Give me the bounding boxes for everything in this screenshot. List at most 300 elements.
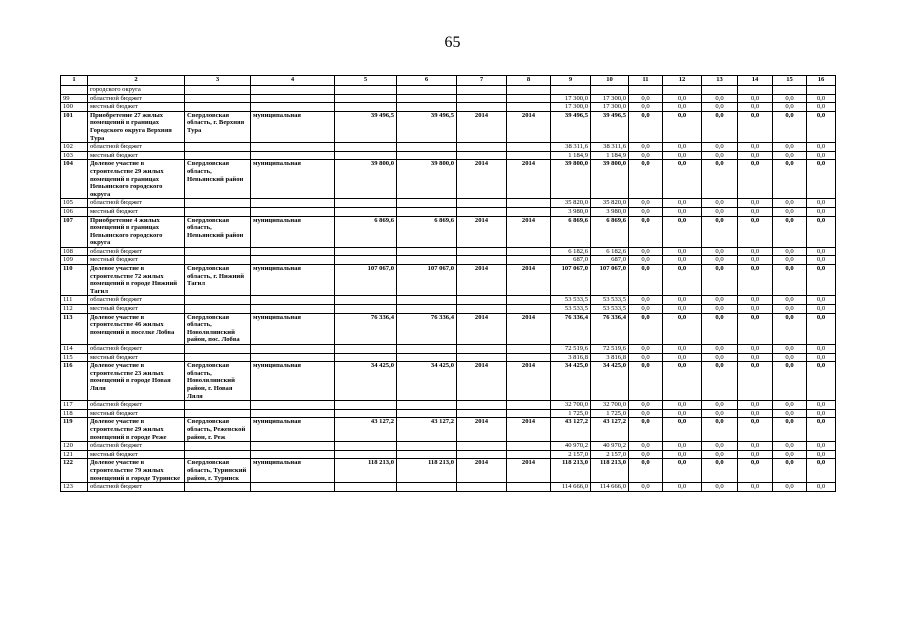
- end-year-cell: [507, 296, 551, 305]
- item-name-cell: областной бюджет: [88, 247, 185, 256]
- location-cell: [185, 296, 251, 305]
- start-year-cell: 2014: [457, 362, 507, 401]
- value-col-11-cell: 0,0: [629, 256, 663, 265]
- table-body: [61, 86, 836, 492]
- value-col-10-cell: 3 980,0: [591, 207, 629, 216]
- item-name-cell: местный бюджет: [88, 305, 185, 314]
- location-cell: Свердловская область, Режевской район, г. Реж: [185, 418, 251, 442]
- ownership-cell: [251, 256, 335, 265]
- value-col-14-cell: 0,0: [738, 459, 773, 483]
- value-col-15-cell: 0,0: [773, 418, 807, 442]
- value-col-14-cell: 0,0: [738, 256, 773, 265]
- estimated-cost-cell: 118 213,0: [335, 459, 397, 483]
- value-col-14-cell: 0,0: [738, 401, 773, 410]
- table-row: [61, 94, 836, 103]
- value-col-15-cell: [773, 86, 807, 95]
- start-year-cell: [457, 256, 507, 265]
- table-row: [61, 442, 836, 451]
- item-name-cell: местный бюджет: [88, 409, 185, 418]
- ownership-cell: муниципальная: [251, 313, 335, 344]
- value-col-13-cell: 0,0: [702, 353, 738, 362]
- value-col-16-cell: 0,0: [807, 143, 836, 152]
- value-col-14-cell: 0,0: [738, 313, 773, 344]
- value-col-15-cell: 0,0: [773, 483, 807, 492]
- item-name-cell: областной бюджет: [88, 143, 185, 152]
- value-col-9-cell: 76 336,4: [551, 313, 591, 344]
- value-col-14-cell: 0,0: [738, 151, 773, 160]
- column-header: 1: [61, 76, 88, 86]
- column-header: 16: [807, 76, 836, 86]
- value-col-16-cell: 0,0: [807, 256, 836, 265]
- value-col-10-cell: 53 533,5: [591, 296, 629, 305]
- value-col-11-cell: 0,0: [629, 483, 663, 492]
- value-col-9-cell: 6 182,6: [551, 247, 591, 256]
- total-financing-cell: 118 213,0: [397, 459, 457, 483]
- end-year-cell: 2014: [507, 362, 551, 401]
- value-col-16-cell: 0,0: [807, 313, 836, 344]
- end-year-cell: [507, 442, 551, 451]
- value-col-14-cell: 0,0: [738, 160, 773, 199]
- ownership-cell: [251, 353, 335, 362]
- row-number-cell: 110: [61, 265, 88, 296]
- value-col-9-cell: 72 519,6: [551, 345, 591, 354]
- value-col-14-cell: [738, 86, 773, 95]
- total-financing-cell: [397, 256, 457, 265]
- value-col-13-cell: 0,0: [702, 265, 738, 296]
- start-year-cell: [457, 409, 507, 418]
- value-col-12-cell: 0,0: [663, 160, 702, 199]
- location-cell: [185, 450, 251, 459]
- value-col-12-cell: 0,0: [663, 296, 702, 305]
- estimated-cost-cell: [335, 305, 397, 314]
- value-col-9-cell: 38 311,6: [551, 143, 591, 152]
- end-year-cell: [507, 86, 551, 95]
- column-header: 7: [457, 76, 507, 86]
- value-col-10-cell: 40 970,2: [591, 442, 629, 451]
- value-col-11-cell: 0,0: [629, 401, 663, 410]
- total-financing-cell: 39 496,5: [397, 111, 457, 142]
- ownership-cell: [251, 207, 335, 216]
- value-col-15-cell: 0,0: [773, 265, 807, 296]
- value-col-12-cell: 0,0: [663, 265, 702, 296]
- end-year-cell: [507, 353, 551, 362]
- start-year-cell: 2014: [457, 418, 507, 442]
- row-number-cell: 111: [61, 296, 88, 305]
- value-col-13-cell: 0,0: [702, 143, 738, 152]
- value-col-10-cell: 2 157,0: [591, 450, 629, 459]
- value-col-16-cell: 0,0: [807, 265, 836, 296]
- value-col-12-cell: 0,0: [663, 199, 702, 208]
- value-col-14-cell: 0,0: [738, 362, 773, 401]
- column-header: 15: [773, 76, 807, 86]
- item-name-cell: местный бюджет: [88, 151, 185, 160]
- value-col-13-cell: 0,0: [702, 256, 738, 265]
- value-col-11-cell: 0,0: [629, 362, 663, 401]
- value-col-16-cell: 0,0: [807, 345, 836, 354]
- value-col-13-cell: [702, 86, 738, 95]
- value-col-13-cell: 0,0: [702, 450, 738, 459]
- location-cell: [185, 409, 251, 418]
- row-number-cell: 113: [61, 313, 88, 344]
- total-financing-cell: 107 067,0: [397, 265, 457, 296]
- ownership-cell: муниципальная: [251, 265, 335, 296]
- start-year-cell: [457, 296, 507, 305]
- value-col-13-cell: 0,0: [702, 362, 738, 401]
- estimated-cost-cell: 39 800,0: [335, 160, 397, 199]
- value-col-16-cell: 0,0: [807, 401, 836, 410]
- value-col-15-cell: 0,0: [773, 216, 807, 247]
- value-col-14-cell: 0,0: [738, 247, 773, 256]
- total-financing-cell: [397, 483, 457, 492]
- value-col-16-cell: 0,0: [807, 94, 836, 103]
- value-col-12-cell: 0,0: [663, 151, 702, 160]
- value-col-14-cell: 0,0: [738, 418, 773, 442]
- value-col-10-cell: 76 336,4: [591, 313, 629, 344]
- value-col-15-cell: 0,0: [773, 256, 807, 265]
- value-col-16-cell: 0,0: [807, 160, 836, 199]
- row-number-cell: 120: [61, 442, 88, 451]
- start-year-cell: [457, 199, 507, 208]
- location-cell: Свердловская область, Новолялинский район, г. Новая Ляля: [185, 362, 251, 401]
- table-row: [61, 305, 836, 314]
- location-cell: Свердловская область, г. Верхняя Тура: [185, 111, 251, 142]
- value-col-14-cell: 0,0: [738, 216, 773, 247]
- value-col-11-cell: 0,0: [629, 151, 663, 160]
- value-col-16-cell: [807, 86, 836, 95]
- table-row: [61, 353, 836, 362]
- value-col-11-cell: 0,0: [629, 265, 663, 296]
- end-year-cell: 2014: [507, 313, 551, 344]
- table-row: [61, 296, 836, 305]
- end-year-cell: [507, 305, 551, 314]
- end-year-cell: [507, 483, 551, 492]
- value-col-12-cell: 0,0: [663, 345, 702, 354]
- location-cell: [185, 94, 251, 103]
- location-cell: [185, 442, 251, 451]
- row-number-cell: 121: [61, 450, 88, 459]
- table-row: [61, 345, 836, 354]
- start-year-cell: [457, 86, 507, 95]
- value-col-14-cell: 0,0: [738, 94, 773, 103]
- value-col-9-cell: 53 533,5: [551, 296, 591, 305]
- ownership-cell: [251, 450, 335, 459]
- estimated-cost-cell: [335, 143, 397, 152]
- value-col-10-cell: 6 869,6: [591, 216, 629, 247]
- value-col-9-cell: 53 533,5: [551, 305, 591, 314]
- value-col-12-cell: [663, 86, 702, 95]
- header-row: [61, 76, 836, 86]
- item-name-cell: областной бюджет: [88, 296, 185, 305]
- location-cell: [185, 345, 251, 354]
- column-header: 9: [551, 76, 591, 86]
- estimated-cost-cell: [335, 450, 397, 459]
- ownership-cell: муниципальная: [251, 111, 335, 142]
- value-col-9-cell: 118 213,0: [551, 459, 591, 483]
- value-col-9-cell: 40 970,2: [551, 442, 591, 451]
- value-col-9-cell: 43 127,2: [551, 418, 591, 442]
- end-year-cell: [507, 199, 551, 208]
- end-year-cell: [507, 247, 551, 256]
- table-row: [61, 313, 836, 344]
- value-col-9-cell: 114 666,0: [551, 483, 591, 492]
- ownership-cell: [251, 296, 335, 305]
- row-number-cell: [61, 86, 88, 95]
- total-financing-cell: [397, 409, 457, 418]
- value-col-16-cell: 0,0: [807, 459, 836, 483]
- row-number-cell: 112: [61, 305, 88, 314]
- value-col-13-cell: 0,0: [702, 199, 738, 208]
- location-cell: [185, 256, 251, 265]
- value-col-12-cell: 0,0: [663, 418, 702, 442]
- value-col-10-cell: 107 067,0: [591, 265, 629, 296]
- table-row: [61, 459, 836, 483]
- estimated-cost-cell: [335, 483, 397, 492]
- ownership-cell: муниципальная: [251, 160, 335, 199]
- location-cell: Свердловская область, Новолялинский район, пос. Лобва: [185, 313, 251, 344]
- value-col-12-cell: 0,0: [663, 483, 702, 492]
- table-row: [61, 450, 836, 459]
- value-col-16-cell: 0,0: [807, 216, 836, 247]
- end-year-cell: [507, 143, 551, 152]
- value-col-9-cell: 107 067,0: [551, 265, 591, 296]
- start-year-cell: [457, 401, 507, 410]
- value-col-12-cell: 0,0: [663, 111, 702, 142]
- ownership-cell: муниципальная: [251, 418, 335, 442]
- start-year-cell: [457, 450, 507, 459]
- end-year-cell: [507, 94, 551, 103]
- value-col-12-cell: 0,0: [663, 94, 702, 103]
- value-col-9-cell: 35 820,0: [551, 199, 591, 208]
- value-col-15-cell: 0,0: [773, 450, 807, 459]
- ownership-cell: [251, 199, 335, 208]
- location-cell: [185, 247, 251, 256]
- item-name-cell: Долевое участие в строительстве 72 жилых помещений в городе Нижний Тагил: [88, 265, 185, 296]
- value-col-14-cell: 0,0: [738, 207, 773, 216]
- value-col-11-cell: 0,0: [629, 418, 663, 442]
- value-col-16-cell: 0,0: [807, 450, 836, 459]
- estimated-cost-cell: [335, 353, 397, 362]
- value-col-13-cell: 0,0: [702, 296, 738, 305]
- ownership-cell: [251, 442, 335, 451]
- estimated-cost-cell: [335, 409, 397, 418]
- value-col-13-cell: 0,0: [702, 483, 738, 492]
- row-number-cell: 102: [61, 143, 88, 152]
- row-number-cell: 109: [61, 256, 88, 265]
- location-cell: [185, 207, 251, 216]
- ownership-cell: [251, 86, 335, 95]
- table-row: [61, 151, 836, 160]
- end-year-cell: [507, 151, 551, 160]
- estimated-cost-cell: [335, 94, 397, 103]
- value-col-13-cell: 0,0: [702, 216, 738, 247]
- end-year-cell: [507, 401, 551, 410]
- value-col-9-cell: 6 869,6: [551, 216, 591, 247]
- value-col-15-cell: 0,0: [773, 247, 807, 256]
- value-col-16-cell: 0,0: [807, 296, 836, 305]
- start-year-cell: [457, 207, 507, 216]
- row-number-cell: 99: [61, 94, 88, 103]
- value-col-15-cell: 0,0: [773, 442, 807, 451]
- estimated-cost-cell: [335, 207, 397, 216]
- estimated-cost-cell: 6 869,6: [335, 216, 397, 247]
- table-row: [61, 265, 836, 296]
- value-col-16-cell: 0,0: [807, 111, 836, 142]
- value-col-11-cell: 0,0: [629, 305, 663, 314]
- item-name-cell: Приобретение 27 жилых помещений в границах Городского округа Верхняя Тура: [88, 111, 185, 142]
- value-col-14-cell: 0,0: [738, 296, 773, 305]
- value-col-14-cell: 0,0: [738, 353, 773, 362]
- value-col-15-cell: 0,0: [773, 362, 807, 401]
- ownership-cell: муниципальная: [251, 362, 335, 401]
- value-col-10-cell: 1 725,0: [591, 409, 629, 418]
- total-financing-cell: [397, 296, 457, 305]
- value-col-9-cell: 2 157,0: [551, 450, 591, 459]
- page-number: 65: [444, 34, 461, 51]
- ownership-cell: [251, 401, 335, 410]
- value-col-15-cell: 0,0: [773, 345, 807, 354]
- value-col-9-cell: 3 816,8: [551, 353, 591, 362]
- value-col-9-cell: [551, 86, 591, 95]
- value-col-11-cell: 0,0: [629, 160, 663, 199]
- estimated-cost-cell: [335, 86, 397, 95]
- value-col-16-cell: 0,0: [807, 247, 836, 256]
- column-header: 3: [185, 76, 251, 86]
- value-col-15-cell: 0,0: [773, 409, 807, 418]
- item-name-cell: Долевое участие в строительстве 79 жилых помещений в городе Туринске: [88, 459, 185, 483]
- value-col-16-cell: 0,0: [807, 305, 836, 314]
- item-name-cell: Приобретение 4 жилых помещений в границах Невьянского городского округа: [88, 216, 185, 247]
- item-name-cell: областной бюджет: [88, 199, 185, 208]
- value-col-13-cell: 0,0: [702, 151, 738, 160]
- value-col-12-cell: 0,0: [663, 305, 702, 314]
- value-col-10-cell: 17 300,0: [591, 94, 629, 103]
- total-financing-cell: [397, 207, 457, 216]
- row-number-cell: 105: [61, 199, 88, 208]
- end-year-cell: 2014: [507, 111, 551, 142]
- column-header: 13: [702, 76, 738, 86]
- start-year-cell: 2014: [457, 216, 507, 247]
- estimated-cost-cell: [335, 103, 397, 112]
- table-row: [61, 401, 836, 410]
- value-col-13-cell: 0,0: [702, 459, 738, 483]
- location-cell: [185, 199, 251, 208]
- total-financing-cell: 39 800,0: [397, 160, 457, 199]
- value-col-11-cell: 0,0: [629, 207, 663, 216]
- table-row: [61, 207, 836, 216]
- value-col-10-cell: 35 820,0: [591, 199, 629, 208]
- value-col-11-cell: 0,0: [629, 345, 663, 354]
- total-financing-cell: [397, 199, 457, 208]
- value-col-10-cell: 118 213,0: [591, 459, 629, 483]
- table-row: [61, 160, 836, 199]
- total-financing-cell: [397, 151, 457, 160]
- total-financing-cell: [397, 94, 457, 103]
- row-number-cell: 101: [61, 111, 88, 142]
- value-col-15-cell: 0,0: [773, 305, 807, 314]
- value-col-15-cell: 0,0: [773, 151, 807, 160]
- table-row: [61, 247, 836, 256]
- value-col-11-cell: 0,0: [629, 442, 663, 451]
- value-col-16-cell: 0,0: [807, 409, 836, 418]
- value-col-13-cell: 0,0: [702, 418, 738, 442]
- value-col-12-cell: 0,0: [663, 247, 702, 256]
- total-financing-cell: [397, 143, 457, 152]
- value-col-9-cell: 39 496,5: [551, 111, 591, 142]
- location-cell: [185, 353, 251, 362]
- estimated-cost-cell: 39 496,5: [335, 111, 397, 142]
- table-row: [61, 103, 836, 112]
- value-col-9-cell: 1 725,0: [551, 409, 591, 418]
- end-year-cell: [507, 409, 551, 418]
- start-year-cell: 2014: [457, 111, 507, 142]
- ownership-cell: [251, 247, 335, 256]
- ownership-cell: [251, 143, 335, 152]
- value-col-16-cell: 0,0: [807, 207, 836, 216]
- table-row: [61, 362, 836, 401]
- value-col-11-cell: 0,0: [629, 111, 663, 142]
- value-col-12-cell: 0,0: [663, 207, 702, 216]
- estimated-cost-cell: [335, 247, 397, 256]
- value-col-13-cell: 0,0: [702, 103, 738, 112]
- location-cell: [185, 103, 251, 112]
- location-cell: Свердловская область, Невьянский район: [185, 160, 251, 199]
- table-row: [61, 86, 836, 95]
- item-name-cell: областной бюджет: [88, 483, 185, 492]
- item-name-cell: областной бюджет: [88, 401, 185, 410]
- value-col-14-cell: 0,0: [738, 111, 773, 142]
- value-col-12-cell: 0,0: [663, 442, 702, 451]
- value-col-10-cell: 17 300,0: [591, 103, 629, 112]
- end-year-cell: [507, 207, 551, 216]
- value-col-12-cell: 0,0: [663, 103, 702, 112]
- row-number-cell: 108: [61, 247, 88, 256]
- row-number-cell: 106: [61, 207, 88, 216]
- start-year-cell: [457, 247, 507, 256]
- value-col-15-cell: 0,0: [773, 459, 807, 483]
- estimated-cost-cell: [335, 256, 397, 265]
- value-col-16-cell: 0,0: [807, 442, 836, 451]
- location-cell: [185, 401, 251, 410]
- value-col-16-cell: 0,0: [807, 353, 836, 362]
- value-col-12-cell: 0,0: [663, 459, 702, 483]
- table-row: [61, 111, 836, 142]
- total-financing-cell: [397, 401, 457, 410]
- location-cell: [185, 151, 251, 160]
- total-financing-cell: 76 336,4: [397, 313, 457, 344]
- column-header: 12: [663, 76, 702, 86]
- total-financing-cell: 6 869,6: [397, 216, 457, 247]
- row-number-cell: 119: [61, 418, 88, 442]
- item-name-cell: областной бюджет: [88, 345, 185, 354]
- value-col-9-cell: 17 300,0: [551, 94, 591, 103]
- value-col-12-cell: 0,0: [663, 353, 702, 362]
- start-year-cell: [457, 353, 507, 362]
- item-name-cell: областной бюджет: [88, 442, 185, 451]
- total-financing-cell: 43 127,2: [397, 418, 457, 442]
- start-year-cell: 2014: [457, 160, 507, 199]
- value-col-13-cell: 0,0: [702, 94, 738, 103]
- location-cell: [185, 86, 251, 95]
- ownership-cell: [251, 305, 335, 314]
- end-year-cell: [507, 345, 551, 354]
- ownership-cell: [251, 151, 335, 160]
- start-year-cell: [457, 94, 507, 103]
- value-col-16-cell: 0,0: [807, 103, 836, 112]
- value-col-11-cell: 0,0: [629, 409, 663, 418]
- value-col-11-cell: 0,0: [629, 459, 663, 483]
- budget-table: [60, 75, 836, 492]
- value-col-9-cell: 687,0: [551, 256, 591, 265]
